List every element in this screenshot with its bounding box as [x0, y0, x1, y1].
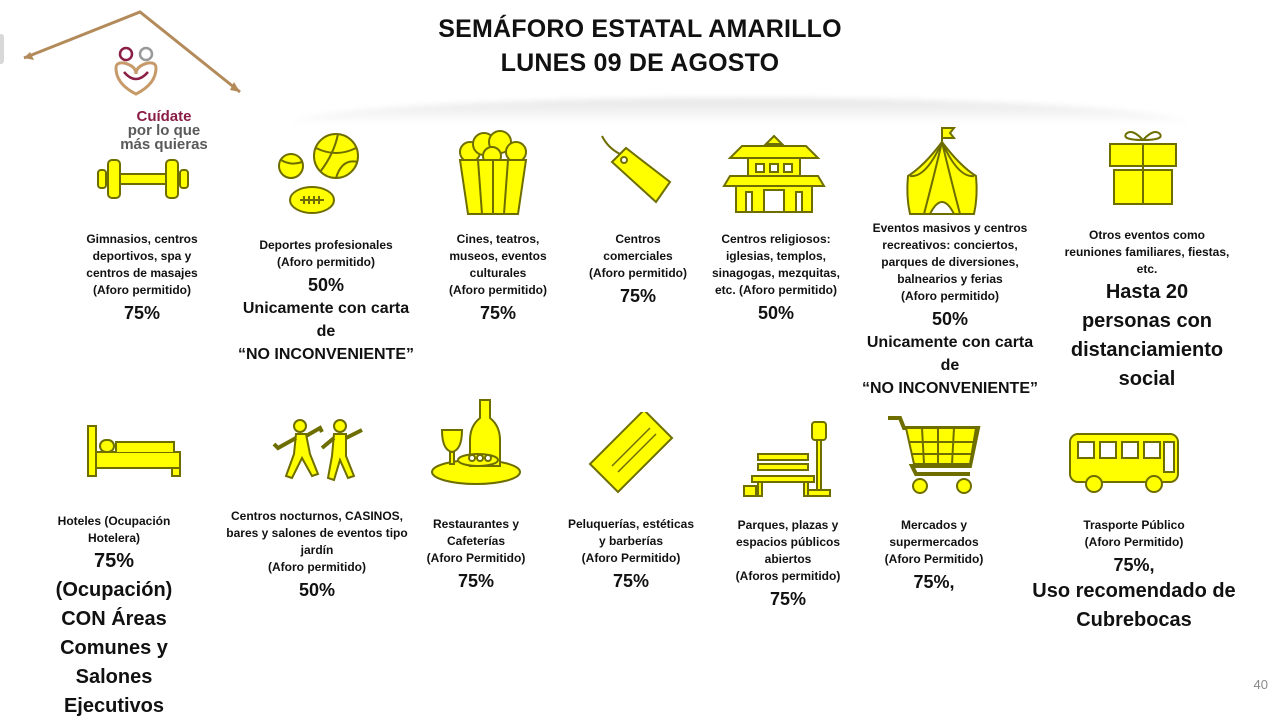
label-line: comerciales: [603, 249, 673, 263]
label-line: Eventos masivos y centros: [872, 221, 1028, 235]
label-line: (Aforo Permitido): [1084, 535, 1184, 549]
title-line-2: LUNES 09 DE AGOSTO: [500, 49, 780, 77]
deportes-card: [226, 237, 426, 366]
parques-card: [714, 517, 862, 611]
label-line: (Aforo Permitido): [581, 551, 681, 565]
label-line: parques de diversiones,: [881, 255, 1019, 269]
note-line: Unicamente con carta: [242, 300, 410, 317]
big-line: Hasta 20: [1105, 281, 1189, 303]
centros-nocturnos-card: [212, 508, 422, 602]
bed-icon: [86, 424, 182, 478]
centros-comerciales-card: [566, 231, 710, 308]
big-line: Uso recomendado de: [1032, 580, 1236, 602]
comb-icon: [586, 412, 676, 494]
logo-text: [104, 110, 224, 152]
big-line: Cubrebocas: [1076, 609, 1192, 631]
label-line: Gimnasios, centros: [86, 232, 198, 246]
big-line: social: [1118, 368, 1176, 390]
label-line: Hotelera): [87, 531, 140, 545]
otros-eventos-card: [1050, 227, 1244, 394]
note-line: “NO INCONVENIENTE”: [861, 380, 1038, 397]
cuidate-logo: [20, 10, 250, 153]
label-line: Centros nocturnos, CASINOS,: [230, 509, 403, 523]
label-line: Trasporte Público: [1083, 518, 1185, 532]
label-line: Otros eventos como: [1088, 228, 1206, 242]
wine-food-icon: [428, 396, 522, 486]
label-line: Hoteles (Ocupación: [57, 514, 171, 528]
label-line: Parques, plazas y: [737, 518, 839, 532]
label-line: (Aforo permitido): [93, 283, 191, 297]
label-line: supermercados: [889, 535, 979, 549]
capacity-value: 75%,: [913, 572, 955, 592]
big-line: Ejecutivos: [63, 695, 165, 717]
label-line: centros de masajes: [86, 266, 198, 280]
note-line: “NO INCONVENIENTE”: [237, 346, 414, 363]
label-line: culturales: [469, 266, 527, 280]
hoteles-card: [34, 513, 194, 721]
dancers-icon: [270, 418, 366, 484]
label-line: Cines, teatros,: [456, 232, 540, 246]
note-line: Unicamente con carta: [866, 334, 1034, 351]
label-line: (Aforo permitido): [268, 560, 366, 574]
label-line: museos, eventos: [449, 249, 547, 263]
label-line: (Aforos permitido): [735, 569, 841, 583]
label-line: Peluquerías, estéticas: [567, 517, 695, 531]
sports-balls-icon: [276, 132, 362, 216]
label-line: etc. (Aforo permitido): [715, 283, 837, 297]
temple-icon: [722, 134, 826, 214]
label-line: iglesias, templos,: [725, 249, 827, 263]
big-line: CON Áreas: [61, 608, 167, 630]
slide-edge-marker: [0, 34, 4, 64]
capacity-value: 50%: [307, 275, 345, 295]
peluquerias-card: [556, 516, 706, 593]
shopping-cart-icon: [886, 414, 982, 498]
transporte-card: [1018, 517, 1250, 635]
logo-line-3: más quieras: [120, 136, 208, 153]
label-line: recreativos: conciertos,: [882, 238, 1018, 252]
restaurantes-card: [402, 516, 550, 593]
label-line: Centros: [615, 232, 661, 246]
capacity-value: 75%,: [1113, 555, 1155, 575]
capacity-value: 75%: [457, 571, 495, 591]
capacity-value: 75%: [123, 303, 161, 323]
label-line: deportivos, spa y: [92, 249, 192, 263]
capacity-value: 75%: [612, 571, 650, 591]
gift-icon: [1106, 126, 1180, 206]
price-tag-icon: [598, 134, 674, 204]
big-line: 75% (Ocupación): [55, 550, 173, 601]
note-line: de: [316, 323, 336, 340]
page-number: 40: [1253, 677, 1268, 692]
label-line: reuniones familiares, fiestas,: [1064, 245, 1230, 259]
label-line: (Aforo Permitido): [426, 551, 526, 565]
label-line: abiertos: [764, 552, 812, 566]
label-line: jardín: [300, 543, 334, 557]
capacity-value: 75%: [769, 589, 807, 609]
eventos-masivos-card: [852, 220, 1048, 400]
capacity-value: 75%: [479, 303, 517, 323]
slide-title: [360, 12, 920, 80]
label-line: espacios públicos: [735, 535, 841, 549]
label-line: balnearios y ferias: [897, 272, 1003, 286]
dumbbell-icon: [96, 152, 190, 206]
label-line: bares y salones de eventos tipo: [226, 526, 408, 540]
label-line: (Aforo permitido): [449, 283, 547, 297]
big-line: Comunes y: [60, 637, 168, 659]
capacity-value: 75%: [619, 286, 657, 306]
mercados-card: [862, 517, 1006, 594]
label-line: Cafeterías: [446, 534, 506, 548]
centros-religiosos-card: [698, 231, 854, 325]
house-roof-icon: [20, 10, 250, 110]
circus-tent-icon: [902, 126, 982, 216]
gimnasios-card: [62, 231, 222, 325]
label-line: Centros religiosos:: [721, 232, 831, 246]
label-line: Deportes profesionales: [259, 238, 393, 252]
logo-line-1: Cuídate: [136, 108, 192, 125]
label-line: y barberías: [598, 534, 664, 548]
popcorn-icon: [456, 130, 530, 216]
label-line: Restaurantes y: [432, 517, 520, 531]
title-divider-shadow: [290, 98, 1190, 124]
big-line: personas con: [1081, 310, 1213, 332]
label-line: (Aforo permitido): [589, 266, 687, 280]
logo-line-2: por lo que: [127, 122, 201, 139]
big-line: distanciamiento: [1070, 339, 1224, 361]
big-line: Salones: [75, 666, 153, 688]
label-line: (Aforo permitido): [277, 255, 375, 269]
label-line: Mercados y: [900, 518, 968, 532]
bus-icon: [1068, 432, 1180, 494]
capacity-value: 50%: [931, 309, 969, 329]
capacity-value: 50%: [757, 303, 795, 323]
cines-card: [420, 231, 576, 325]
title-line-1: SEMÁFORO ESTATAL AMARILLO: [438, 15, 842, 43]
label-line: etc.: [1136, 262, 1158, 276]
label-line: sinagogas, mezquitas,: [711, 266, 841, 280]
label-line: (Aforo Permitido): [884, 552, 984, 566]
note-line: de: [940, 357, 960, 374]
label-line: (Aforo permitido): [901, 289, 999, 303]
capacity-value: 50%: [298, 580, 336, 600]
park-bench-icon: [742, 420, 834, 498]
